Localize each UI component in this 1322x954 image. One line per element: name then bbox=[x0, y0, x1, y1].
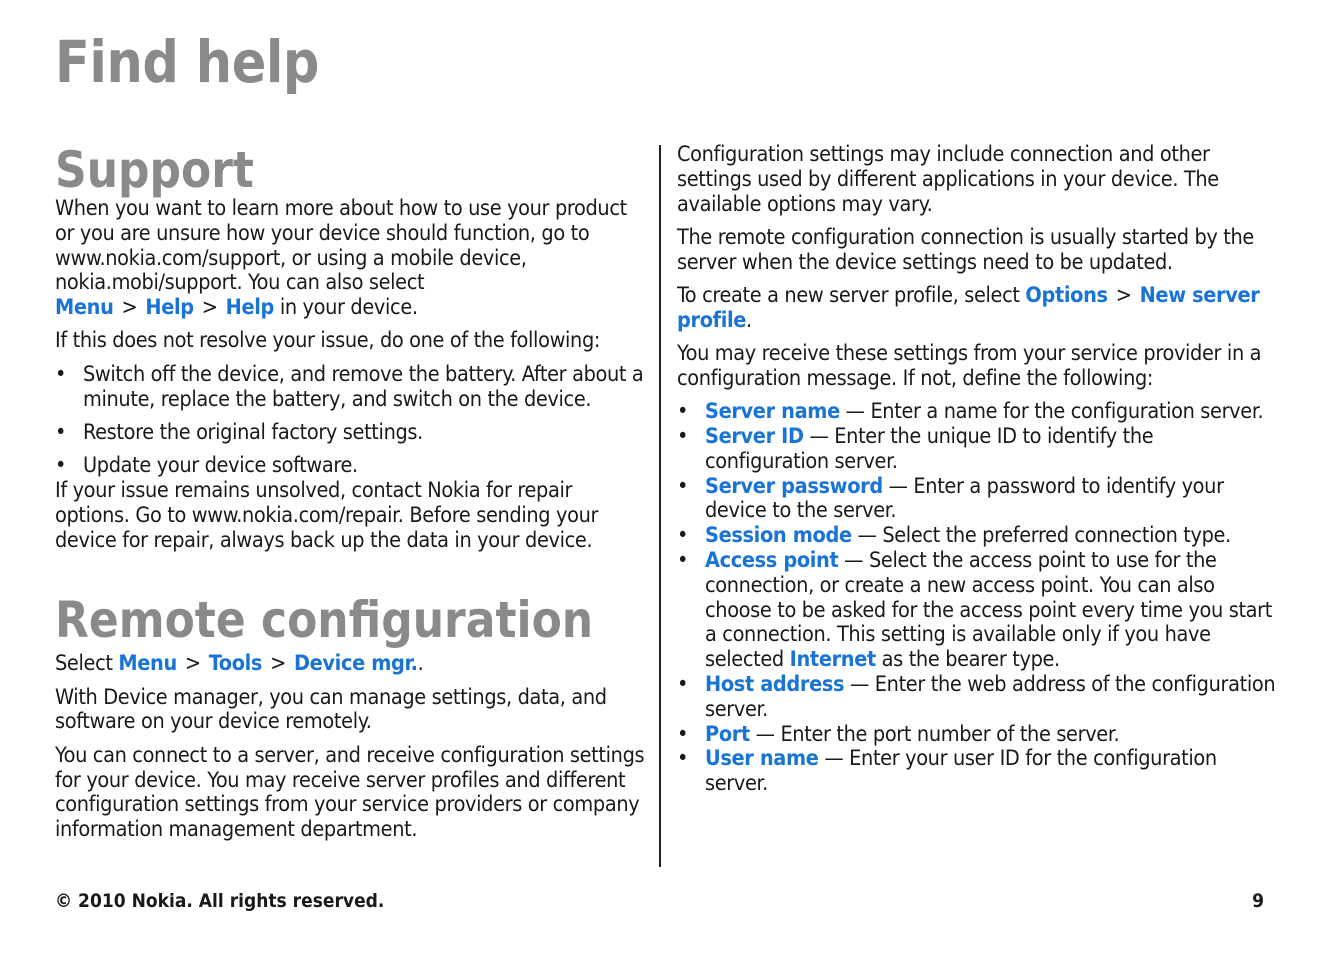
device-mgr-link[interactable]: Device mgr. bbox=[293, 651, 418, 677]
remote-path: Select Menu > Tools > Device mgr.. bbox=[55, 651, 424, 677]
setting-host-address[interactable]: Host address bbox=[705, 671, 845, 697]
support-heading: Support bbox=[55, 141, 254, 199]
setting-access-point[interactable]: Access point bbox=[705, 547, 839, 573]
list-item: • Server password — Enter a password to identify your device to the server. bbox=[677, 473, 1224, 524]
remote-config-heading: Remote configuration bbox=[55, 591, 594, 650]
remote-paragraph: With Device manager, you can manage settings, data, and software on your device remotely. bbox=[55, 684, 607, 735]
column-divider bbox=[659, 145, 661, 867]
list-item: • User name — Enter your user ID for the configuration server. bbox=[677, 746, 1217, 797]
list-item: • Session mode — Select the preferred connection type. bbox=[677, 523, 1231, 549]
help-link[interactable]: Help bbox=[145, 295, 194, 321]
setting-server-name[interactable]: Server name bbox=[705, 399, 840, 425]
support-steps-list bbox=[55, 363, 647, 479]
list-item: • Server ID — Enter the unique ID to identify the configuration server. bbox=[677, 423, 1154, 474]
path-separator: > bbox=[184, 651, 201, 677]
setting-session-mode[interactable]: Session mode bbox=[705, 523, 852, 549]
menu-link[interactable]: Menu bbox=[118, 651, 177, 677]
list-item: • Port — Enter the port number of the server. bbox=[677, 721, 1120, 747]
new-server-profile-link[interactable]: New server profile bbox=[677, 282, 1260, 333]
settings-list bbox=[677, 400, 1277, 797]
path-separator: > bbox=[270, 651, 286, 677]
list-item: • Host address — Enter the web address of the configuration server. bbox=[677, 671, 1276, 722]
new-profile-paragraph: To create a new server profile, select Options > New server profile. bbox=[677, 282, 1260, 333]
remote-paragraph: The remote configuration connection is usually started by the server when the device settings need to be updated. bbox=[677, 224, 1254, 275]
remote-paragraph: You may receive these settings from your service provider in a configuration message. If not, define the following: bbox=[677, 341, 1262, 391]
help-link[interactable]: Help bbox=[225, 295, 275, 321]
remote-paragraph: Configuration settings may include connection and other settings used by different applications in your device. The available options may vary. bbox=[677, 142, 1219, 217]
tools-link[interactable]: Tools bbox=[208, 651, 263, 677]
support-paragraph: If this does not resolve your issue, do one of the following: bbox=[55, 328, 601, 354]
list-item: • Access point — Select the access point to use for the connection, or create a new access point. You can also choose to be asked for the access point every time you start a connection. This setting is available only if you have selected Internet as the bearer type. bbox=[677, 547, 1273, 673]
list-item: • Switch off the device, and remove the battery. After about a minute, replace the battery, and switch on the device. bbox=[55, 361, 644, 412]
page-title: Find help bbox=[55, 28, 320, 96]
support-paragraph: If your issue remains unsolved, contact Nokia for repair options. Go to www.nokia.com/repair. Before sending your device for repair, always back up the data in your device. bbox=[55, 478, 599, 554]
left-column bbox=[55, 140, 647, 851]
path-separator: > bbox=[201, 295, 218, 321]
list-item: • Restore the original factory settings. bbox=[55, 419, 423, 445]
list-item: • Update your device software. bbox=[55, 453, 358, 479]
path-separator: > bbox=[121, 295, 138, 321]
list-item: • Server name — Enter a name for the configuration server. bbox=[677, 399, 1264, 425]
path-separator: > bbox=[1115, 282, 1132, 308]
remote-paragraph: You can connect to a server, and receive configuration settings for your device. You may receive server profiles and different configuration settings from your service providers or company information management department. bbox=[55, 742, 645, 843]
menu-link[interactable]: Menu bbox=[55, 295, 114, 321]
right-column bbox=[677, 143, 1277, 805]
options-link[interactable]: Options bbox=[1025, 282, 1108, 308]
setting-port[interactable]: Port bbox=[705, 721, 750, 747]
copyright-footer: © 2010 Nokia. All rights reserved. bbox=[55, 890, 385, 912]
setting-server-password[interactable]: Server password bbox=[705, 473, 883, 499]
setting-user-name[interactable]: User name bbox=[705, 746, 819, 772]
support-intro: When you want to learn more about how to use your product or you are unsure how your device should function, go to www.nokia.com/support, or using a mobile device, nokia.mobi/support. You can also select Menu > Help > Help in your device. bbox=[55, 196, 627, 321]
page-number: 9 bbox=[1252, 890, 1264, 912]
setting-server-id[interactable]: Server ID bbox=[705, 423, 804, 449]
internet-link[interactable]: Internet bbox=[789, 647, 876, 673]
